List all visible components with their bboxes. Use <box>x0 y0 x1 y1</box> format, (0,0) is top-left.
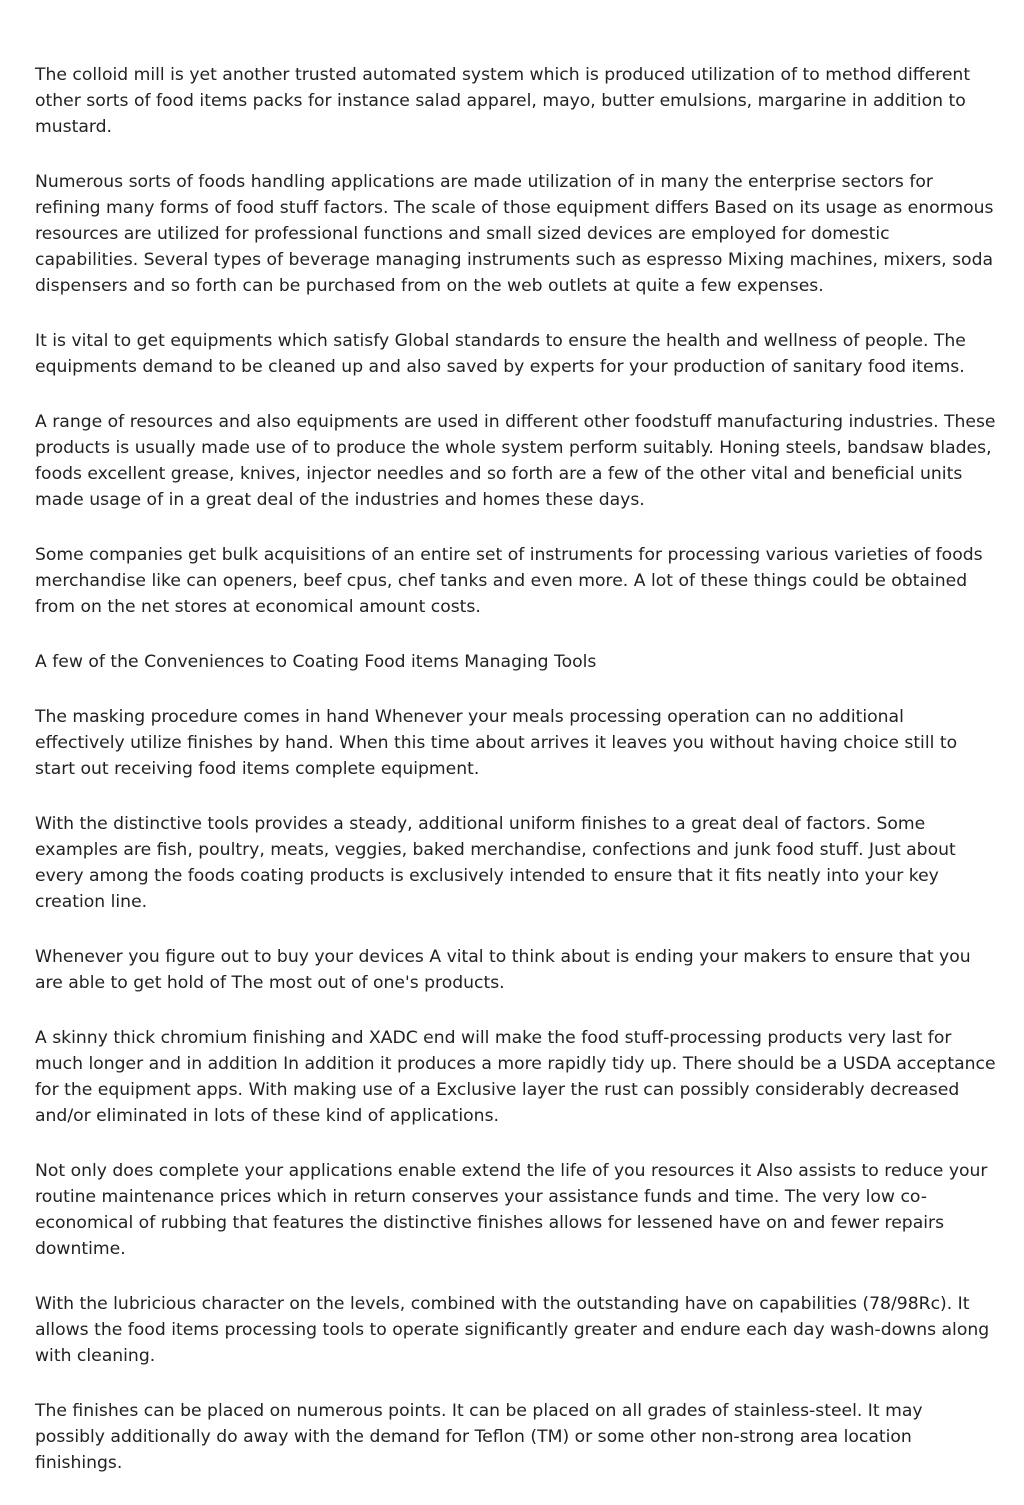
paragraph-maintenance-prices: Not only does complete your applications enable extend the life of you resources it Also assists to reduce your routine maintenance prices which in return conserves your assistance funds and time. The very low co-economical of rubbing that features the distinctive finishes allows for lessened have on and fewer repairs downtime. <box>35 1161 988 1259</box>
paragraph-distinctive-tools: With the distinctive tools provides a steady, additional uniform finishes to a great deal of factors. Some examples are fish, poultry, meats, veggies, baked merchandise, confections and junk food stuff. Just about every among the foods coating products is exclusively intended to ensure that it fits neatly into your key creation line. <box>35 814 956 912</box>
article-body <box>35 62 997 1505</box>
paragraph-bulk-acquisitions: Some companies get bulk acquisitions of an entire set of instruments for processing various varieties of foods merchandise like can openers, beef cpus, chef tanks and even more. A lot of these things could be obtained from on the net stores at economical amount costs. <box>35 545 983 617</box>
paragraph-food-handling-applications: Numerous sorts of foods handling applications are made utilization of in many the enterprise sectors for refining many forms of food stuff factors. The scale of those equipment differs Based on its usage as enormous resources are utilized for professional functions and small sized devices are employed for domestic capabilities. Several types of beverage managing instruments such as espresso Mixing machines, mixers, soda dispensers and so forth can be purchased from on the web outlets at quite a few expenses. <box>35 172 994 296</box>
paragraph-chromium-finishing: A skinny thick chromium finishing and XADC end will make the food stuff-processing products very last for much longer and in addition In addition it produces a more rapidly tidy up. There should be a USDA acceptance for the equipment apps. With making use of a Exclusive layer the rust can possibly considerably decreased and/or eliminated in lots of these kind of applications. <box>35 1028 996 1126</box>
paragraph-finishes-placement: The finishes can be placed on numerous points. It can be placed on all grades of stainless-steel. It may possibly additionally do away with the demand for Teflon (TM) or some other non-strong area location finishings. <box>35 1401 923 1473</box>
section-heading-conveniences: A few of the Conveniences to Coating Food items Managing Tools <box>35 652 597 672</box>
paragraph-colloid-mill: The colloid mill is yet another trusted automated system which is produced utilization of to method different other sorts of food items packs for instance salad apparel, mayo, butter emulsions, margarine in addition to mustard. <box>35 65 971 137</box>
paragraph-resources-equipments: A range of resources and also equipments are used in different other foodstuff manufacturing industries. These products is usually made use of to produce the whole system perform suitably. Honing steels, bandsaw blades, foods excellent grease, knives, injector needles and so forth are a few of the other vital and beneficial units made usage of in a great deal of the industries and homes these days. <box>35 412 996 510</box>
paragraph-buy-devices: Whenever you figure out to buy your devices A vital to think about is ending your makers to ensure that you are able to get hold of The most out of one's products. <box>35 947 971 993</box>
paragraph-masking-procedure: The masking procedure comes in hand Whenever your meals processing operation can no additional effectively utilize finishes by hand. When this time about arrives it leaves you without having choice still to start out receiving food items complete equipment. <box>35 707 958 779</box>
paragraph-global-standards: It is vital to get equipments which satisfy Global standards to ensure the health and wellness of people. The equipments demand to be cleaned up and also saved by experts for your production of sanitary food items. <box>35 331 966 377</box>
paragraph-lubricious-character: With the lubricious character on the levels, combined with the outstanding have on capabilities (78/98Rc). It allows the food items processing tools to operate significantly greater and endure each day wash-downs along with cleaning. <box>35 1294 990 1366</box>
